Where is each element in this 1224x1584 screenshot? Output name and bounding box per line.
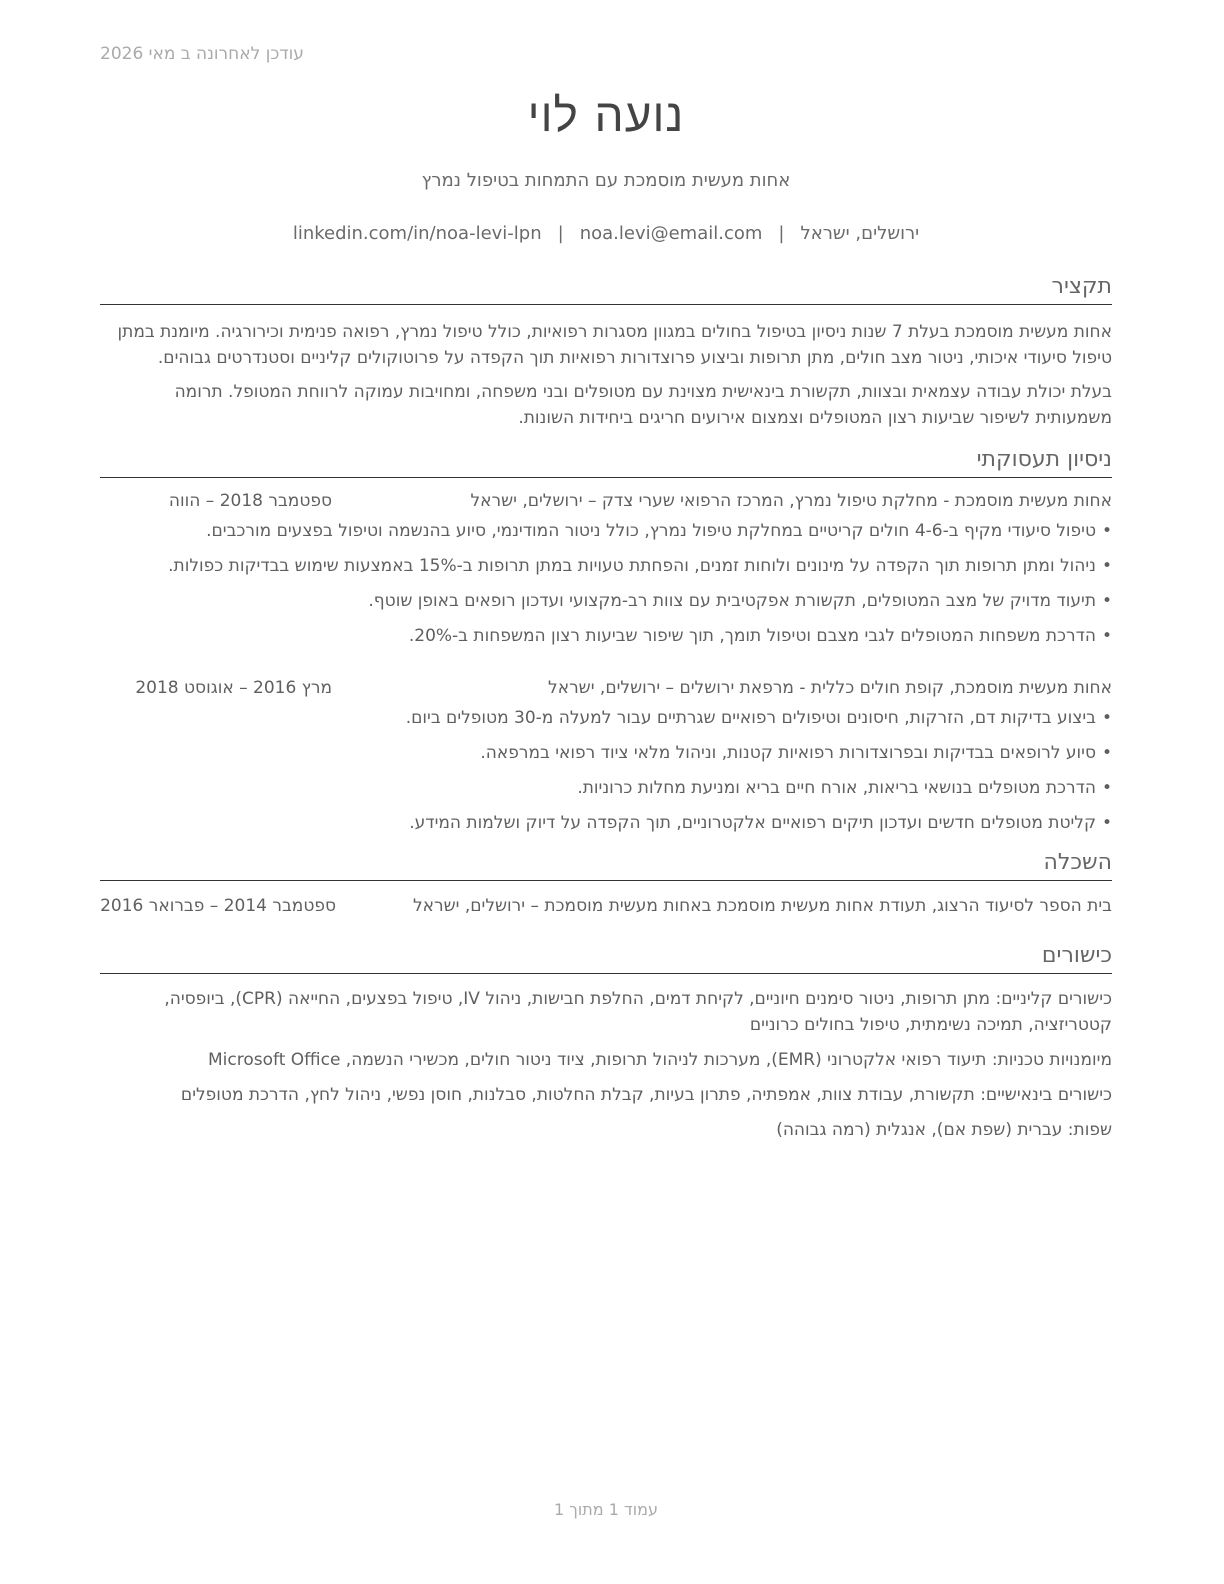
education-heading: השכלה [100,848,1112,881]
list-item [100,705,1112,731]
skills-section [100,941,1112,1143]
job-title: אחות מעשית מוסמכת - מחלקת טיפול נמרץ, המרכז הרפואי שערי צדק – ירושלים, ישראל [470,491,1112,511]
list-item [100,810,1112,836]
list-item [100,775,1112,801]
summary-section [100,272,1112,431]
bullet-text: סיוע לרופאים בבדיקות ובפרוצדורות רפואיות קטנות, וניהול מלאי ציוד רפואי במרפאה. [480,743,1096,763]
candidate-name: נועה לוי [527,88,685,142]
job-header [100,488,1112,514]
contact-linkedin[interactable]: linkedin.com/in/noa-levi-lpn [292,223,542,244]
resume-content [100,272,1112,1152]
job-dates: ספטמבר 2018 – הווה [168,491,332,511]
job-entry [100,488,1112,649]
bullet-text: ביצוע בדיקות דם, הזרקות, חיסונים וטיפולים רפואיים שגרתיים עבור למעלה מ-30 מטופלים ביום. [405,708,1096,728]
bullet-text: הדרכת מטופלים בנושאי בריאות, אורח חיים בריא ומניעת מחלות כרוניות. [577,778,1096,798]
summary-paragraph: אחות מעשית מוסמכת בעלת 7 שנות ניסיון בטיפול בחולים במגוון מסגרות רפואיות, כולל טיפול נמרץ, רפואה פנימית וכירורגיה. מיומנת במתן טיפול סיעודי איכותי, ניטור מצב חולים, מתן תרופות וביצוע פרוצדורות רפואיות תוך הקפדה על פרוטוקולים קליניים וסטנדרטים גבוהים. [117,322,1112,368]
job-entry [100,675,1112,836]
list-item [100,588,1112,614]
bullet-text: הדרכת משפחות המטופלים לגבי מצבם וטיפול תומך, תוך שיפור שביעות רצון המשפחות ב-20%. [408,626,1096,646]
bullet-icon: • [1101,708,1112,728]
page-number: עמוד 1 מתוך 1 [554,1500,658,1519]
summary-heading: תקציר [100,272,1112,305]
job-bullets [100,705,1112,836]
experience-section [100,445,1112,836]
list-item [100,623,1112,649]
experience-heading: ניסיון תעסוקתי [100,445,1112,478]
bullet-icon: • [1101,778,1112,798]
skills-line: מיומנויות טכניות: תיעוד רפואי אלקטרוני (EMR), מערכות לניהול תרופות, ציוד ניטור חולים, מכשירי הנשמה, Microsoft Office [208,1050,1112,1070]
bullet-text: ניהול ומתן תרופות תוך הקפדה על מינונים ולוחות זמנים, והפחתת טעויות במתן תרופות ב-15% באמצעות שימוש בבדיקות כפולות. [168,556,1096,576]
job-title: אחות מעשית מוסמכת, קופת חולים כללית - מרפאת ירושלים – ירושלים, ישראל [548,678,1112,698]
candidate-subtitle: אחות מעשית מוסמכת עם התמחות בטיפול נמרץ [421,170,791,191]
bullet-text: תיעוד מדויק של מצב המטופלים, תקשורת אפקטיבית עם צוות רב-מקצועי ועדכון רופאים באופן שוטף. [368,591,1096,611]
summary-paragraph: בעלת יכולת עבודה עצמאית ובצוות, תקשורת בינאישית מצוינת עם מטופלים ובני משפחה, ומחויבות עמוקה לרווחת המטופל. תרומה משמעותית לשיפור שביעות רצון המטופלים וצמצום אירועים חריגים ביחידות השונות. [174,382,1112,428]
contact-separator: | [778,223,785,244]
contact-email[interactable]: noa.levi@email.com [579,223,763,244]
bullet-icon: • [1101,556,1112,576]
skills-line: כישורים בינאישיים: תקשורת, עבודת צוות, אמפתיה, פתרון בעיות, קבלת החלטות, סבלנות, חוסן נפשי, ניהול לחץ, הדרכת מטופלים [180,1085,1112,1105]
skills-line: שפות: עברית (שפת אם), אנגלית (רמה גבוהה) [776,1120,1112,1140]
job-header [100,675,1112,701]
bullet-text: טיפול סיעודי מקיף ב-4-6 חולים קריטיים במחלקת טיפול נמרץ, כולל ניטור המודינמי, סיוע בהנשמה וטיפול בפצעים מורכבים. [206,521,1096,541]
resume-page [100,0,1112,1584]
last-updated-text: עודכן לאחרונה ב מאי 2026 [100,44,304,64]
education-text: בית הספר לסיעוד הרצוג, תעודת אחות מעשית מוסמכת באחות מעשית מוסמכת – ירושלים, ישראל [412,896,1112,916]
bullet-icon: • [1101,591,1112,611]
contact-separator: | [557,223,564,244]
job-bullets [100,518,1112,649]
job-dates: מרץ 2016 – אוגוסט 2018 [135,678,332,698]
bullet-icon: • [1101,626,1112,646]
bullet-icon: • [1101,521,1112,541]
education-entry [100,893,1112,919]
contact-location: ירושלים, ישראל [800,223,920,244]
list-item [100,553,1112,579]
list-item [100,740,1112,766]
education-section [100,848,1112,919]
contact-line [100,223,1112,244]
list-item [100,518,1112,544]
education-dates: ספטמבר 2014 – פברואר 2016 [100,896,336,916]
bullet-icon: • [1101,743,1112,763]
skills-heading: כישורים [100,941,1112,974]
bullet-text: קליטת מטופלים חדשים ועדכון תיקים רפואיים אלקטרוניים, תוך הקפדה על דיוק ושלמות המידע. [409,813,1096,833]
skills-line: כישורים קליניים: מתן תרופות, ניטור סימנים חיוניים, לקיחת דמים, החלפת חבישות, ניהול IV, טיפול בפצעים, החייאה (CPR), ביופסיה, קטטריזציה, תמיכה נשימתית, טיפול בחולים כרוניים [164,989,1112,1035]
bullet-icon: • [1101,813,1112,833]
